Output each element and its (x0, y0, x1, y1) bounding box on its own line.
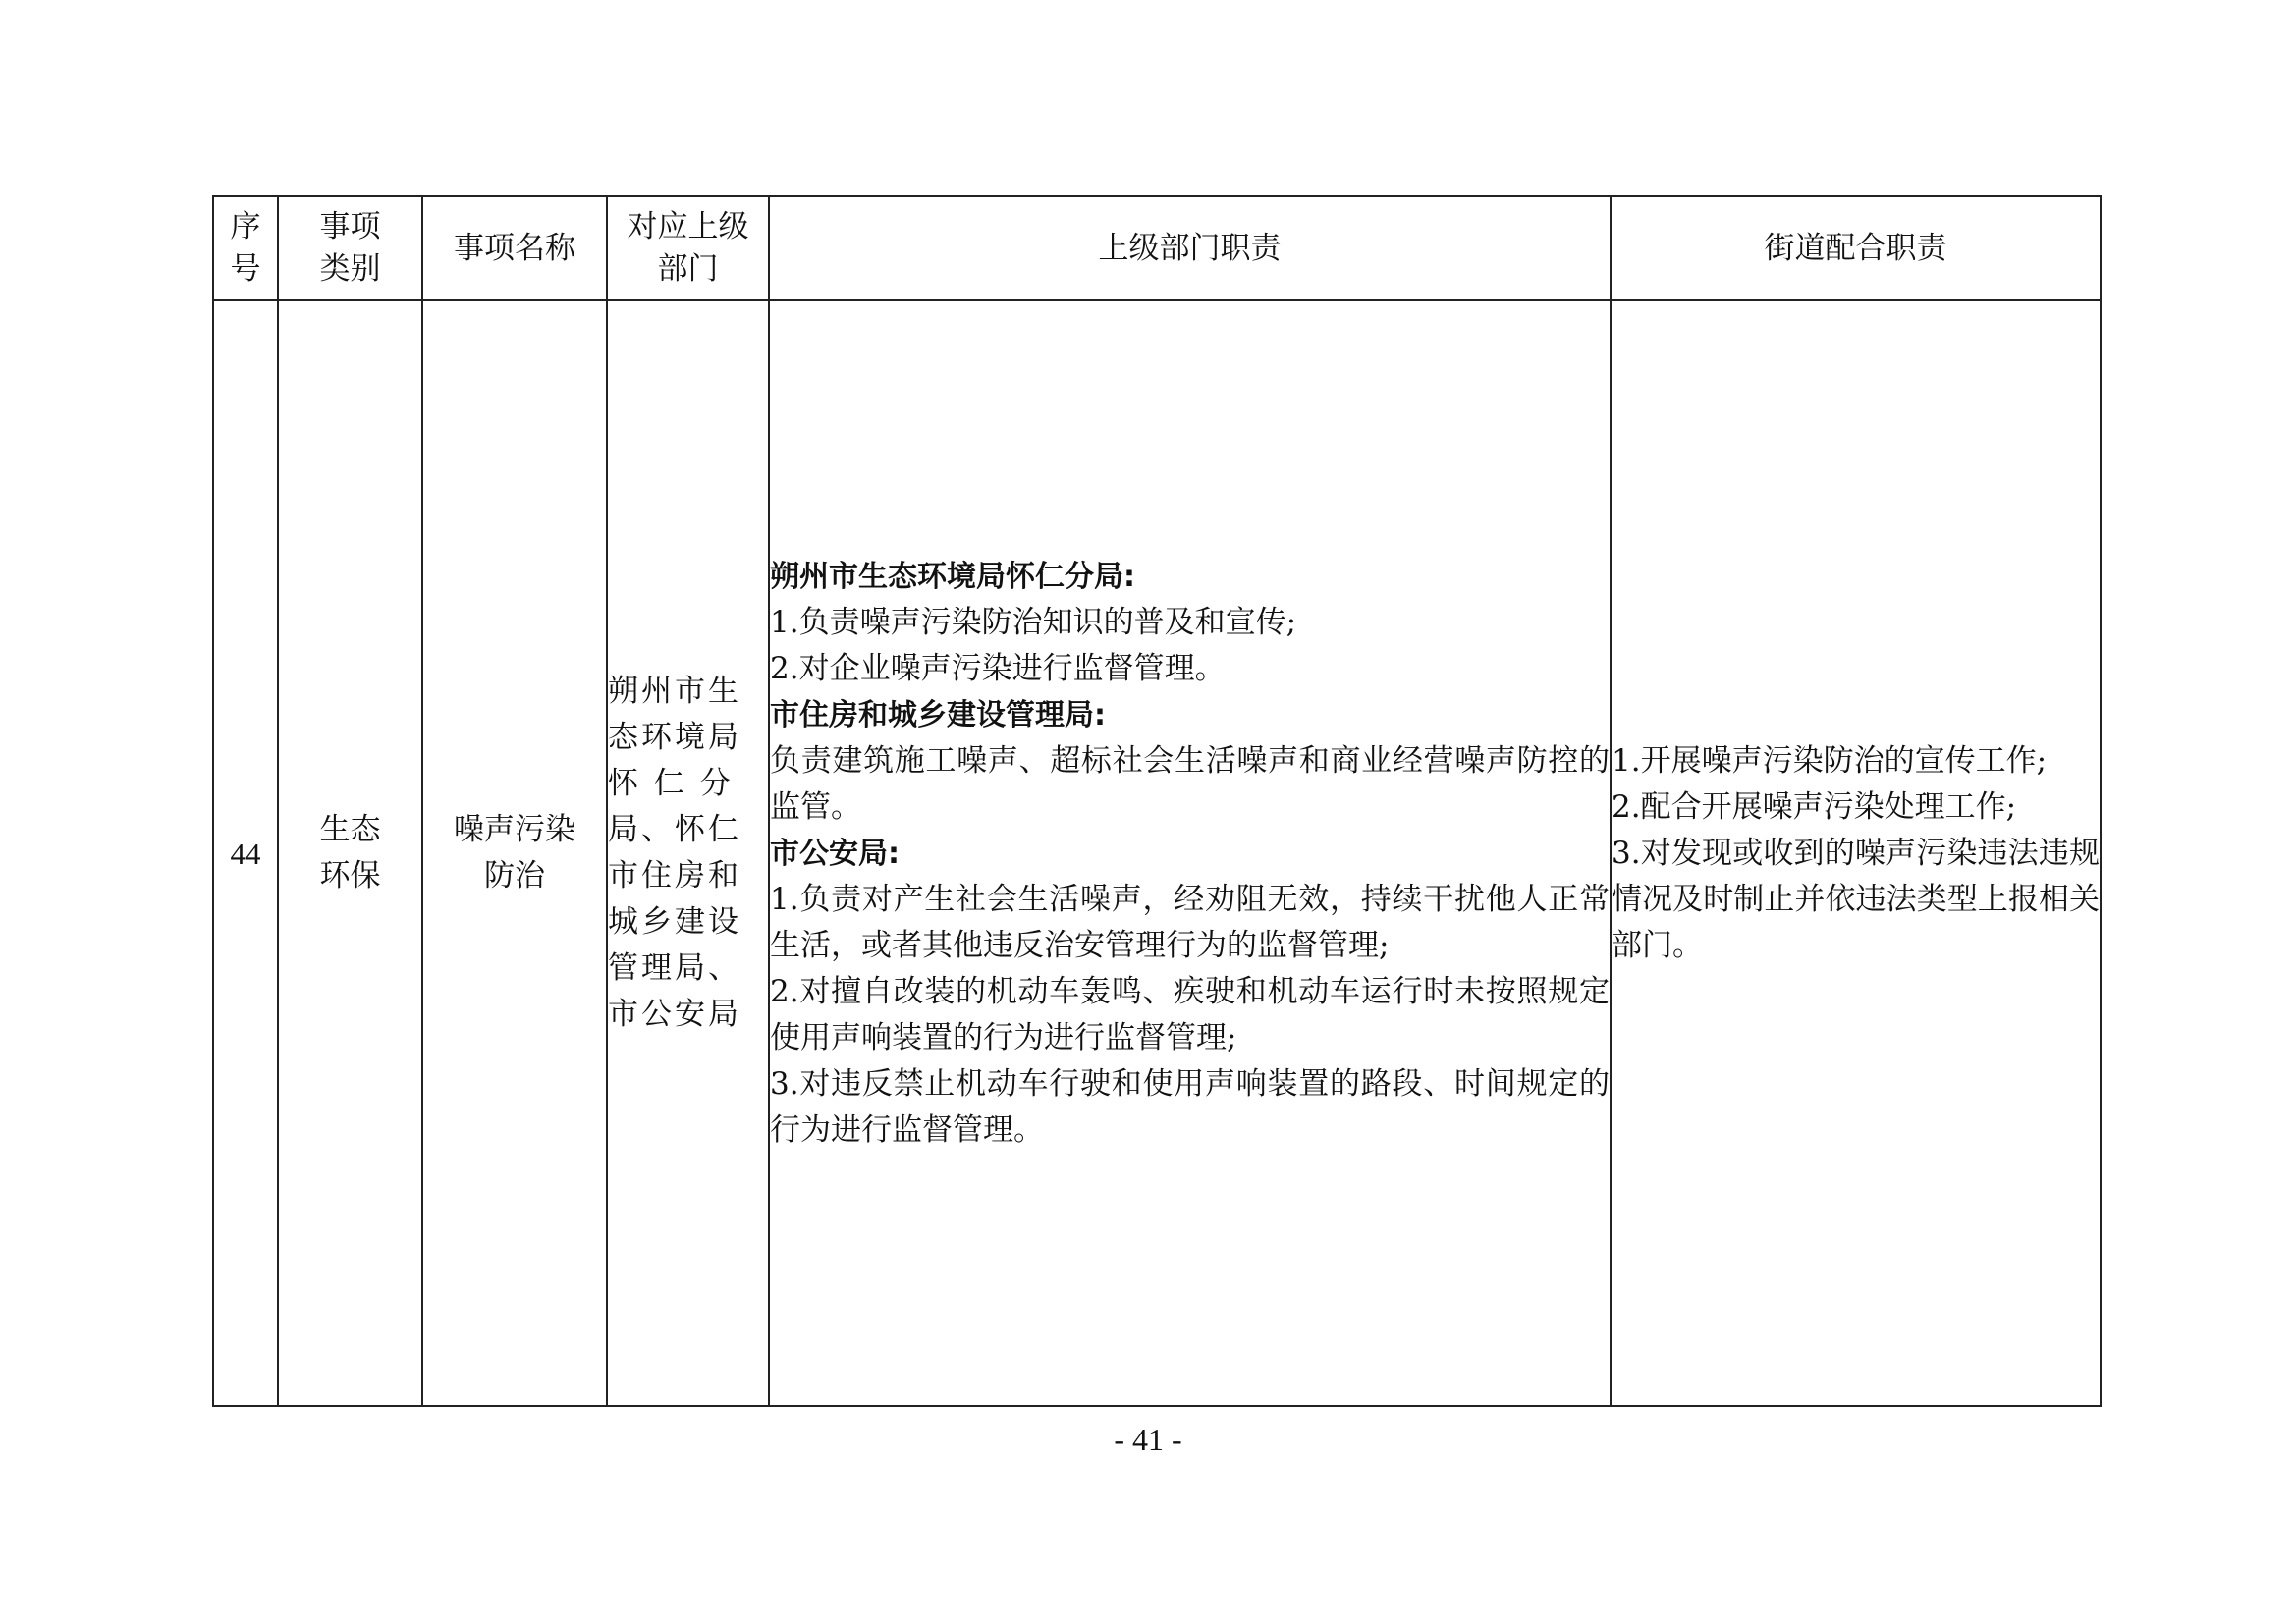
header-index: 序 号 (213, 196, 278, 300)
street-duty-line: 2.配合开展噪声污染处理工作; (1612, 788, 2017, 825)
duty-heading: 市公安局: (770, 836, 900, 871)
header-street-duties: 街道配合职责 (1611, 196, 2101, 300)
row-street-duties (1611, 300, 2101, 1406)
header-superior-dept: 对应上级 部门 (607, 196, 769, 300)
duty-block-public-security (770, 831, 1610, 1154)
duty-line: 2.对企业噪声污染进行监督管理。 (770, 650, 1226, 686)
street-duty-line: 3.对发现或收到的噪声污染违法违规情况及时制止并依违法类型上报相关部门。 (1612, 835, 2100, 963)
responsibility-table (212, 195, 2102, 1407)
page-number: - 41 - (1114, 1422, 1182, 1457)
duty-block-ecology-bureau (770, 554, 1610, 692)
header-superior-duties: 上级部门职责 (769, 196, 1611, 300)
row-superior-duties (769, 300, 1611, 1406)
row-category: 生态 环保 (278, 300, 422, 1406)
duty-heading: 市住房和城乡建设管理局: (770, 697, 1106, 732)
duty-line: 负责建筑施工噪声、超标社会生活噪声和商业经营噪声防控的监管。 (770, 742, 1610, 825)
table-row (213, 300, 2101, 1406)
duty-line: 3.对违反禁止机动车行驶和使用声响装置的路段、时间规定的行为进行监督管理。 (770, 1065, 1610, 1148)
street-duty-line: 1.开展噪声污染防治的宣传工作; (1612, 742, 2048, 779)
row-index: 44 (213, 300, 278, 1406)
table-header-row (213, 196, 2101, 300)
duty-line: 1.负责对产生社会生活噪声，经劝阻无效，持续干扰他人正常生活，或者其他违反治安管理行为的监督管理; (770, 881, 1610, 963)
duty-line: 1.负责噪声污染防治知识的普及和宣传; (770, 604, 1297, 640)
duty-heading: 朔州市生态环境局怀仁分局: (770, 559, 1135, 594)
header-item-name: 事项名称 (422, 196, 607, 300)
header-category: 事项 类别 (278, 196, 422, 300)
duty-line: 2.对擅自改装的机动车轰鸣、疾驶和机动车运行时未按照规定使用声响装置的行为进行监督管理; (770, 973, 1610, 1055)
row-superior-dept: 朔州市生 态环境局 怀 仁 分 局、怀仁 市住房和 城乡建设 管理局、 市公安局 (607, 300, 769, 1406)
duty-block-housing-bureau (770, 692, 1610, 831)
row-item-name: 噪声污染 防治 (422, 300, 607, 1406)
